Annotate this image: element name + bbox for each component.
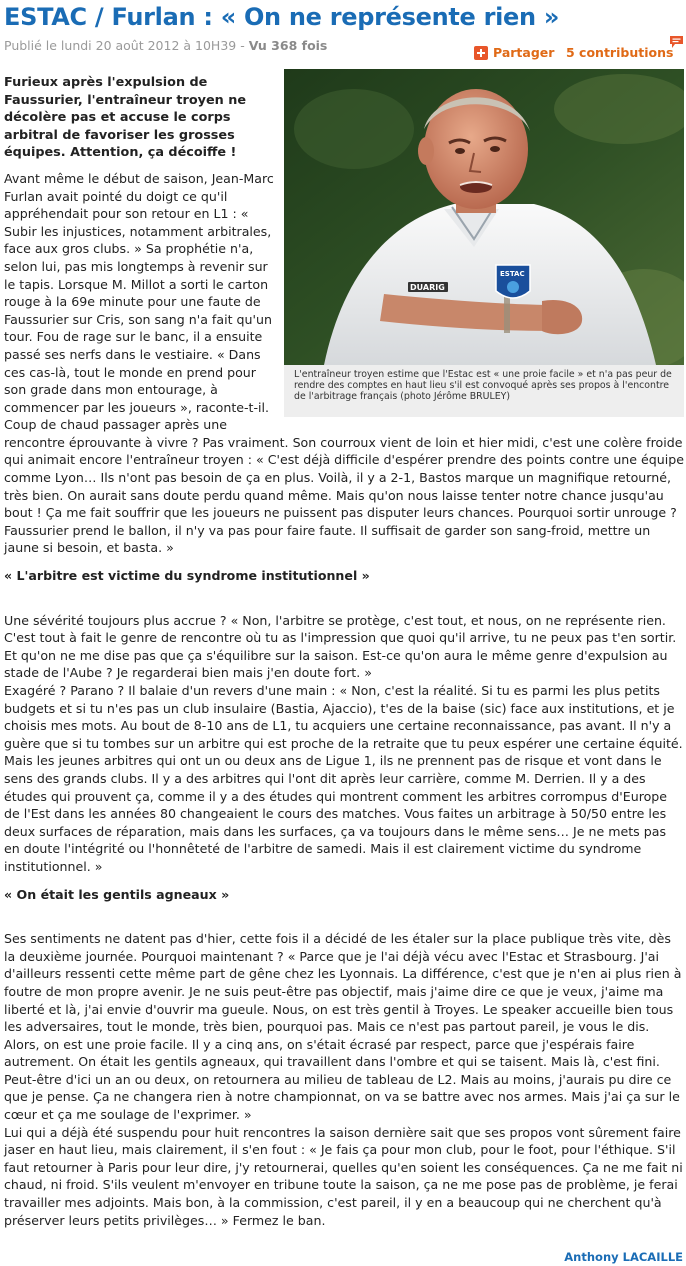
contributions-link[interactable]: 5 contributions — [566, 45, 674, 60]
subheading-agneaux: « On était les gentils agneaux » — [4, 886, 230, 902]
shirt-brand: DUARIG — [410, 283, 445, 292]
author-signature: Anthony LACAILLE — [564, 1250, 683, 1264]
meta-separator: - — [236, 38, 249, 53]
plus-square-icon — [474, 46, 488, 60]
article-body — [4, 74, 684, 1229]
badge-text: ESTAC — [500, 270, 525, 278]
view-count: Vu 368 fois — [248, 38, 328, 53]
publish-date: Publié le lundi 20 août 2012 à 10H39 — [4, 38, 237, 53]
photo-caption: L'entraîneur troyen estime que l'Estac est « une proie facile » et n'a pas peur de rendre des comptes en haut lieu s'il est convoqué après ses propos à l'encontre de l'arbitrage français (photo Jérôme BRULEY) — [294, 369, 672, 402]
paragraph-sentiments: Ses sentiments ne datent pas d'hier, cette fois il a décidé de les étaler sur la place publique très vite, dès la deuxième journée. Pourquoi maintenant ? « Parce que je l'ai déjà vécu avec l'Estac et Strasbourg. J'ai d'ailleurs ressenti cette même part de gêne chez les Lyonnais. La différence, c'est que je n'en ai plus rien à foutre de mon propre avenir. Je ne suis peut-être pas objectif, mais j'aime dire ce que je veux, j'aime ma liberté et là, j'ai envie d'ouvrir ma gueule. Nous, on est très gentil à Troyes. Le speaker accueille bien tous les adversaires, tout le monde, très bien, pourquoi pas. Mais ce n'est pas partout pareil, je vous le dis. Alors, on est une proie facile. Il y a cinq ans, on s'était écrasé par respect, parce que j'espérais faire autrement. On était les gentils agneaux, qui travaillent dans l'ombre et qui se taisent. Mais là, c'est fini. Peut-être d'ici un an ou deux, on retournera au milieu de tableau de L2. Mais au moins, j'aurais pu dire ce que je pense. Ça ne changera rien à notre championnat, on va se battre avec nos armes. Mais j'ai ça sur le cœur et ça me soulage de l'exprimer. » — [4, 931, 682, 1123]
article-lead: Furieux après l'expulsion de Faussurier, l'entraîneur troyen ne décolère pas et accuse le corps arbitral de favoriser les grosses équipes. Attention, ça décoiffe ! — [4, 75, 247, 161]
photo-spacer — [278, 74, 684, 420]
article-meta — [4, 38, 327, 53]
share-label: Partager — [493, 45, 555, 60]
share-button[interactable] — [474, 45, 554, 60]
paragraph-exagere: Exagéré ? Parano ? Il balaie d'un revers d'une main : « Non, c'est la réalité. Si tu es parmi les plus petits budgets et si tu n'es pas un club insulaire (Bastia, Ajaccio), t'es de la baise (sic) face aux institutions, et je choisis mes mots. Au bout de 8-10 ans de L1, tu acquiers une certaine reconnaissance, pas avant. Il n'y a guère que si tu tombes sur un arbitre qui est proche de la retraite que tu peux espérer une certaine équité. Mais les jeunes arbitres qui ont un ou deux ans de Ligue 1, ils ne prennent pas de risque et vont dans le sens des grands clubs. Il y a des arbitres qui l'ont dit après leur carrière, comme M. Derrien. Il y a des études qui prouvent ça, comme il y a des études qui montrent comment les arbitres corrompus d'Europe de l'Est dans les années 80 changeaient le cours des matches. Vous faites un arbitrage à 50/50 entre les deux surfaces de réparation, mais dans les surfaces, ça va toujours dans le même sens… Je ne mets pas en doute l'intégrité ou l'honnêteté de l'arbitre de samedi. Mais il est clairement victime du syndrome institutionnel. » — [4, 683, 683, 874]
article-title: ESTAC / Furlan : « On ne représente rien » — [4, 3, 560, 31]
article-intro: Avant même le début de saison, Jean-Marc Furlan avait pointé du doigt ce qu'il appréhendait pour son retour en L1 : « Subir les injustices, notamment arbitrales, face aux gros clubs. » Sa prophétie n'a, selon lui, pas mis longtemps à revenir sur le tapis. Lorsque M. Millot a sorti le carton rouge à la 69e minute pour une faute de Faussurier sur Cris, son sang n'a fait qu'un tour. Fou de rage sur le banc, il a ensuite passé ses nerfs dans le vestiaire. « Dans ces cas-là, tout le monde en prend pour son grade dans mon entourage, à commencer par les joueurs », raconte-t-il. Coup de chaud passager après une rencontre éprouvante à vivre ? Pas vraiment. Son courroux vient de loin et hier midi, c'est une colère froide qui animait encore l'entraîneur troyen : « C'est déjà difficile d'espérer prendre des points contre une équipe comme Lyon… Ils n'ont pas besoin de ça en plus. Voilà, il y a 2-1, Bastos marque un magnifique retourné, très bien. On aurait sans doute perdu quand même. Mais qu'on nous laisse tenter notre chance jusqu'au bout ! Ça me fait souffrir que les joueurs ne puissent pas disputer leurs chances. Pourquoi sortir unrouge ? Faussurier prend le ballon, il n'y va pas pour faire faute. Il suffisait de garder son sang-froid, mettre un jaune si besoin, et basta. » — [4, 170, 685, 556]
paragraph-severity: Une sévérité toujours plus accrue ? « Non, l'arbitre se protège, c'est tout, et nous, on ne représente rien. C'est tout à fait le genre de rencontre où tu as l'impression que quoi qu'il arrive, tu ne peux pas t'en sortir. Et qu'on ne me dise pas que ça s'équilibre sur la saison. Est-ce qu'on aura le même genre d'expulsion au stade de l'Aube ? Je regarderai bien mais j'en doute fort. » — [4, 612, 677, 681]
subheading-arbitre: « L'arbitre est victime du syndrome institutionnel » — [4, 568, 370, 584]
paragraph-suspension: Lui qui a déjà été suspendu pour huit rencontres la saison dernière sait que ses propos vont sûrement faire jaser en haut lieu, mais clairement, il s'en fout : « Je fais ça pour mon club, pour le foot, pour l'éthique. S'il faut retourner à Paris pour leur dire, j'y retournerai, quelles qu'en soient les conséquences. Ça ne me fait ni chaud, ni froid. S'ils veulent m'envoyer en tribune toute la saison, ça ne me pose pas de problème, je ferai travailler mes adjoints. Mais bon, à la commission, c'est pareil, il y en a beaucoup qui ne cherchent qu'à préserver leurs petits privilèges… » Fermez le ban. — [4, 1124, 683, 1228]
speech-bubble-icon[interactable] — [669, 35, 684, 49]
